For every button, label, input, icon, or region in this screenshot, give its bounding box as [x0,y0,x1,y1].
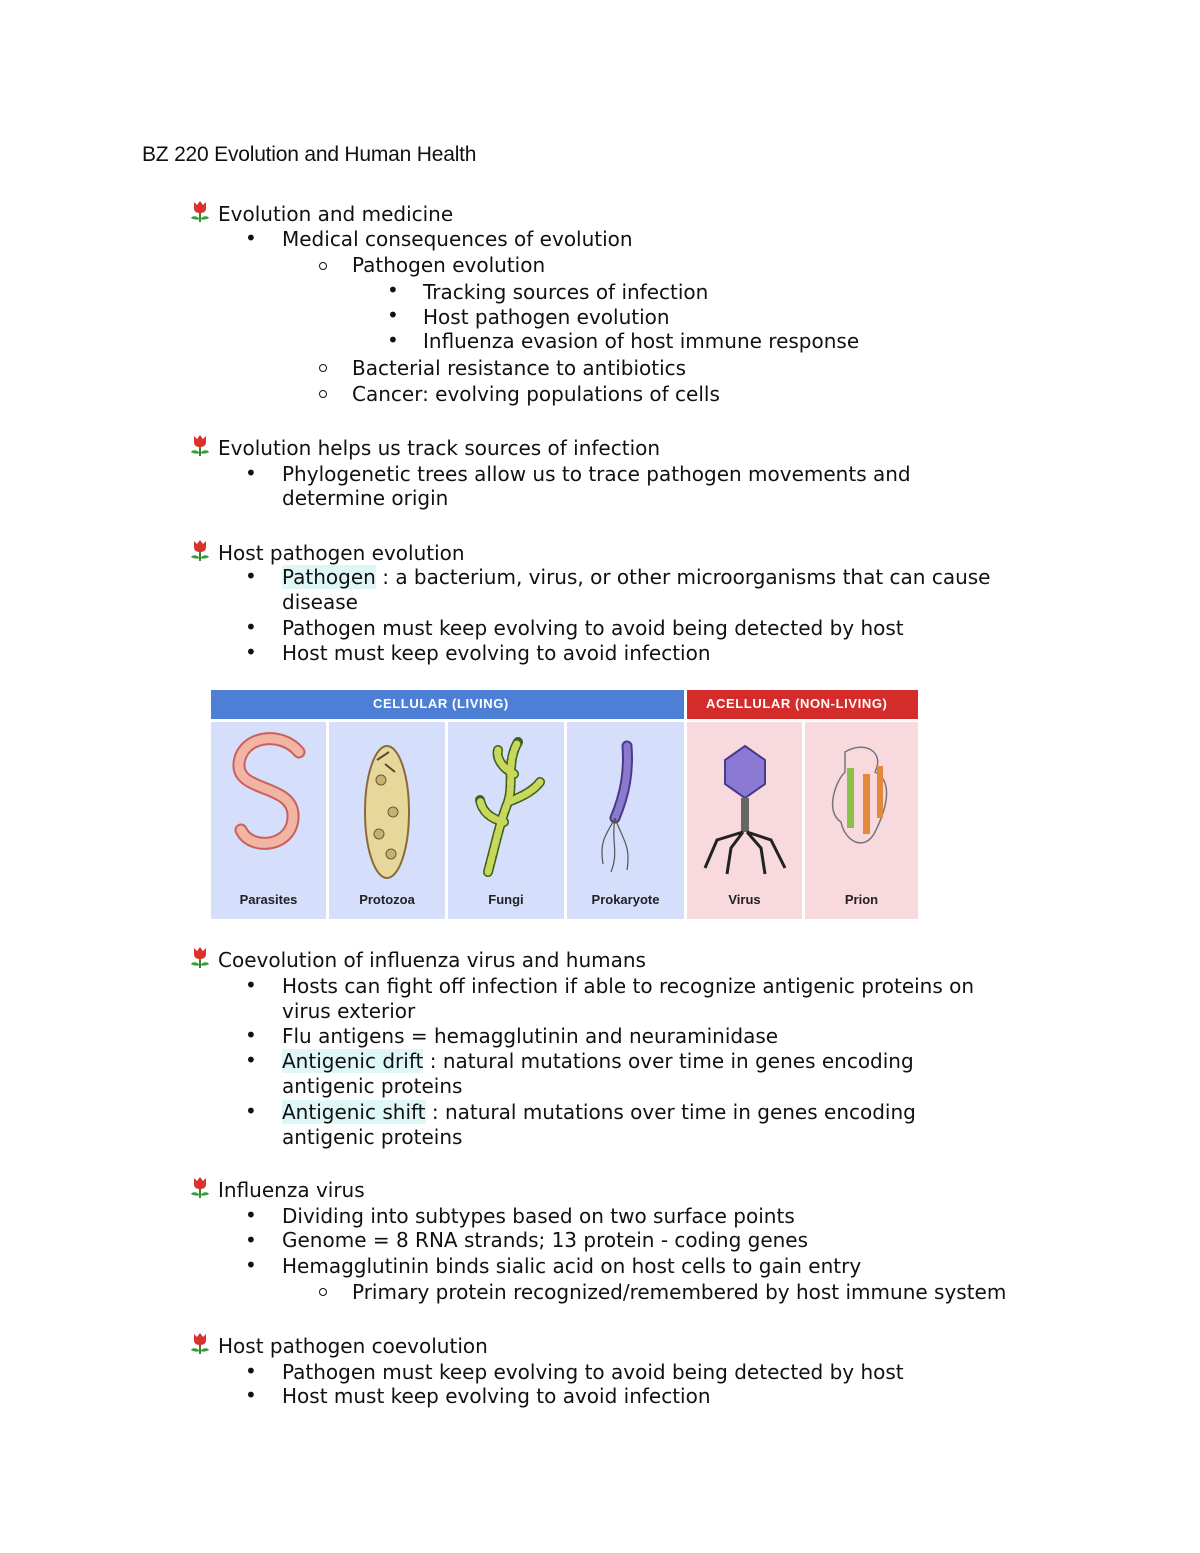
list-item: Medical consequences of evolution [282,227,633,251]
list-item: Influenza evasion of host immune response [423,329,860,353]
bullet-dot: • [245,640,257,664]
list-item-continuation: antigenic proteins [282,1074,463,1098]
bullet-dot: • [245,226,257,250]
list-item: Pathogen evolution [352,253,546,277]
panel-label: Prokaryote [591,892,660,907]
acellular-header [687,690,918,719]
list-item: Dividing into subtypes based on two surface points [282,1204,795,1228]
tulip-icon [189,433,211,457]
tulip-icon [189,538,211,562]
fungi-hyphae-icon [448,722,564,919]
bullet-circle [319,262,327,270]
tulip-icon [189,945,211,969]
protozoa-cell-icon [329,722,445,919]
bullet-dot: • [245,1099,257,1123]
bullet-dot: • [245,1048,257,1072]
cellular-header [211,690,684,719]
list-item: Pathogen must keep evolving to avoid being detected by host [282,1360,904,1384]
panel-prokaryote [567,722,684,919]
panel-label: Protozoa [359,892,415,907]
section-heading: Host pathogen evolution [218,541,465,565]
list-item-continuation: determine origin [282,486,449,510]
bullet-dot: • [245,1253,257,1277]
bullet-dot: • [245,1203,257,1227]
definition-text: : natural mutations over time in genes encoding [425,1100,916,1124]
list-item [282,565,991,590]
list-item: Host must keep evolving to avoid infection [282,1384,711,1408]
section-heading: Influenza virus [218,1178,365,1202]
list-item [282,1100,916,1125]
bullet-dot: • [245,615,257,639]
bullet-dot: • [245,564,257,588]
bullet-circle [319,364,327,372]
bullet-dot: • [245,1383,257,1407]
list-item: Cancer: evolving populations of cells [352,382,720,406]
bullet-circle [319,1288,327,1296]
list-item-continuation: disease [282,590,358,614]
list-item: Bacterial resistance to antibiotics [352,356,687,380]
panel-label: Parasites [239,892,298,907]
list-item-continuation: virus exterior [282,999,416,1023]
section-heading: Evolution helps us track sources of infection [218,436,661,460]
bullet-square: • [387,303,399,327]
section-heading: Coevolution of influenza virus and humans [218,948,646,972]
list-item: Host pathogen evolution [423,305,670,329]
bullet-dot: • [245,973,257,997]
section-heading: Evolution and medicine [218,202,454,226]
list-item: Hosts can fight off infection if able to recognize antigenic proteins on [282,974,975,998]
virus-bacteriophage-icon [687,722,802,919]
list-item: Primary protein recognized/remembered by host immune system [352,1280,1007,1304]
tulip-icon [189,199,211,223]
list-item: Phylogenetic trees allow us to trace pathogen movements and [282,462,911,486]
panel-label: Prion [844,892,879,907]
bullet-circle [319,390,327,398]
list-item: Flu antigens = hemagglutinin and neuraminidase [282,1024,779,1048]
tulip-icon [189,1175,211,1199]
list-item: Genome = 8 RNA strands; 13 protein - coding genes [282,1228,809,1252]
panel-parasites [211,722,326,919]
panel-virus [687,722,802,919]
bullet-dot: • [245,1228,257,1252]
list-item: Pathogen must keep evolving to avoid being detected by host [282,616,904,640]
acellular-header-label: ACELLULAR (NON-LIVING) [706,696,888,711]
definition-text: : natural mutations over time in genes encoding [423,1049,914,1073]
highlighted-term: Pathogen [282,565,376,589]
panel-label: Virus [728,892,761,907]
bullet-dot: • [245,461,257,485]
prion-protein-icon [805,722,918,919]
list-item: Hemagglutinin binds sialic acid on host cells to gain entry [282,1254,862,1278]
section-heading: Host pathogen coevolution [218,1334,488,1358]
parasite-worm-icon [211,722,326,919]
bullet-square: • [387,278,399,302]
bullet-dot: • [245,1359,257,1383]
document-title: BZ 220 Evolution and Human Health [142,143,477,166]
panel-prion [805,722,918,919]
pathogen-types-figure [211,690,918,919]
definition-text: : a bacterium, virus, or other microorganisms that can cause [375,565,991,589]
highlighted-term: Antigenic drift [282,1049,424,1073]
panel-protozoa [329,722,445,919]
tulip-icon [189,1331,211,1355]
list-item: Host must keep evolving to avoid infection [282,641,711,665]
bullet-dot: • [245,1023,257,1047]
highlighted-term: Antigenic shift [282,1100,426,1124]
list-item [282,1049,914,1074]
bacterium-icon [567,722,684,919]
panel-fungi [448,722,564,919]
list-item: Tracking sources of infection [423,280,709,304]
bullet-square: • [387,328,399,352]
list-item-continuation: antigenic proteins [282,1125,463,1149]
cellular-header-label: CELLULAR (LIVING) [373,696,509,711]
panel-label: Fungi [488,892,524,907]
